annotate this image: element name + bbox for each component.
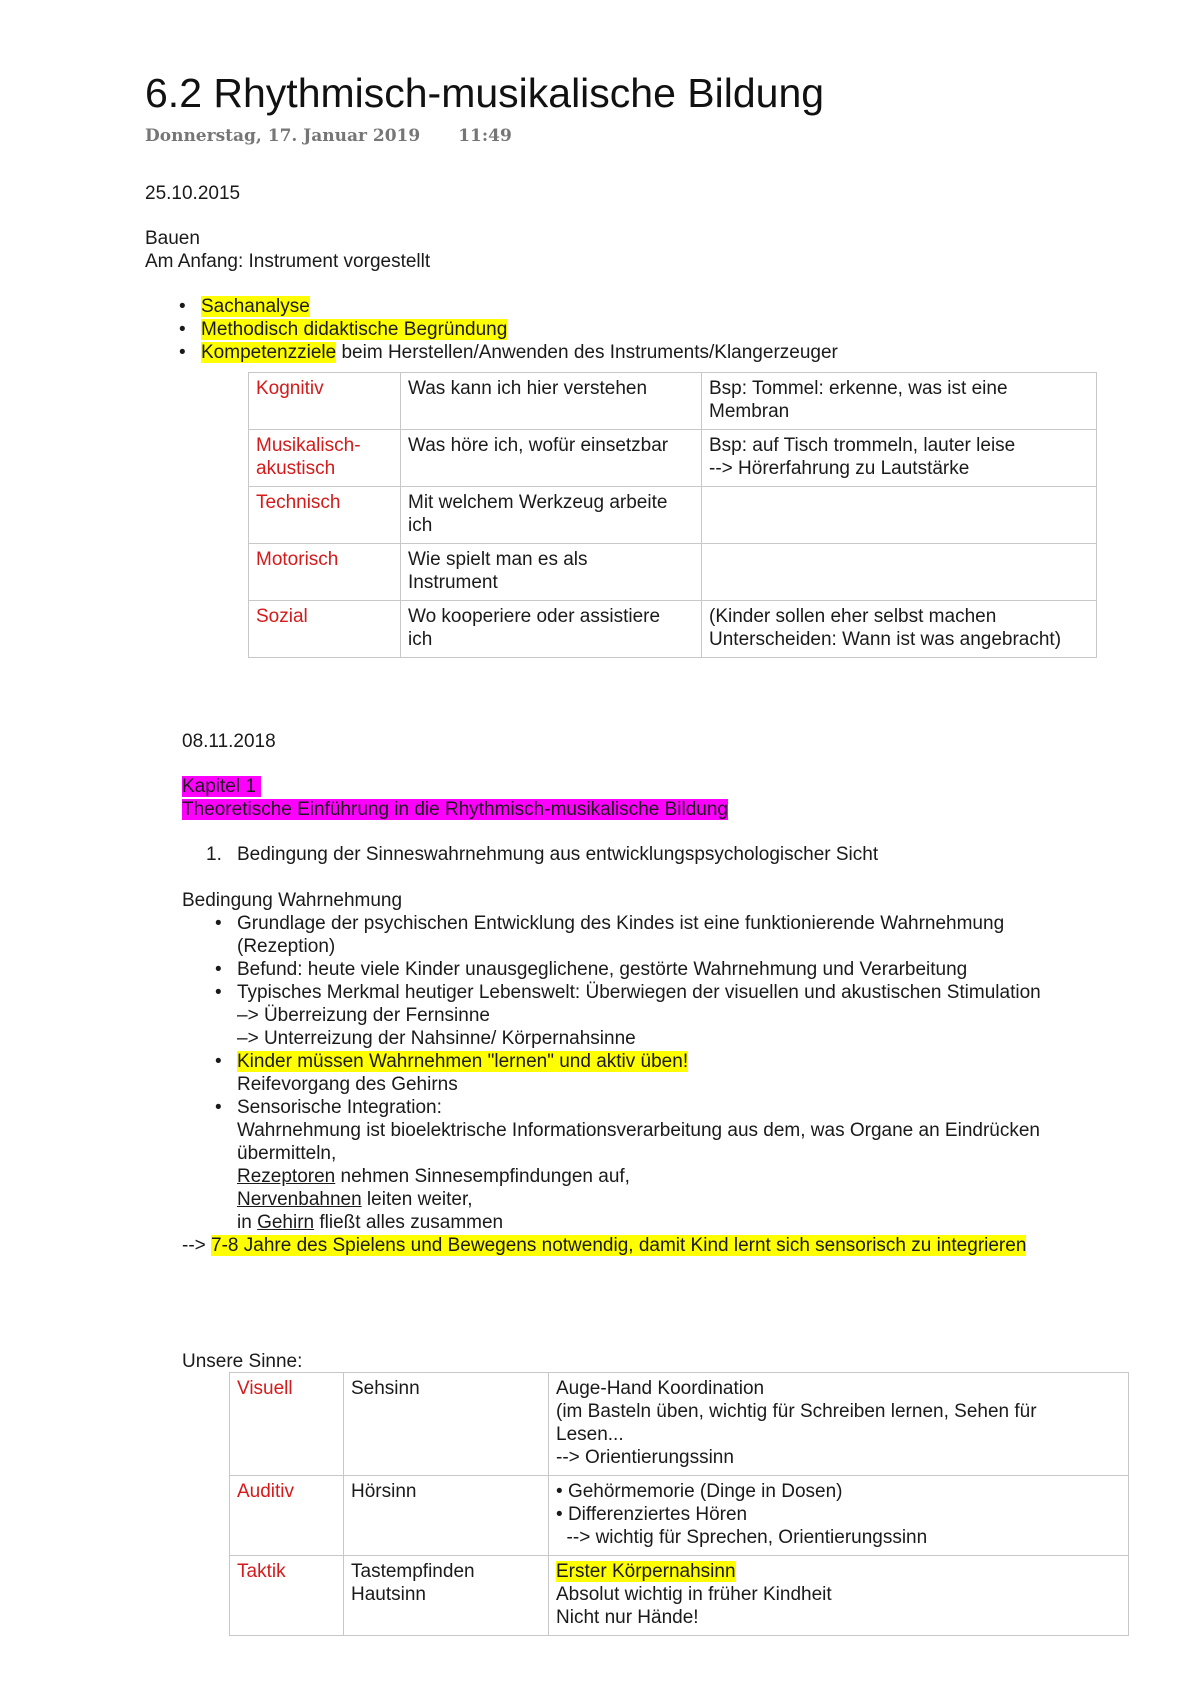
list-item-text: in (237, 1212, 258, 1233)
list-item-text: –> Unterreizung der Nahsinne/ Körpernahsinne (237, 1028, 636, 1049)
cell-text: Unterscheiden: Wann ist was angebracht) (709, 629, 1062, 650)
cell-text: Wie spielt man es als (408, 549, 588, 570)
list-item (215, 981, 1041, 1050)
list-item-text: beim Herstellen/Anwenden des Instruments/Klangerzeuger (336, 342, 838, 363)
conclusion-arrow: --> (182, 1235, 212, 1256)
section2-date: 08.11.2018 (182, 731, 276, 752)
table-cell (401, 487, 702, 544)
table-row (230, 1556, 1129, 1636)
list-item (179, 318, 838, 341)
table-cell (344, 1373, 549, 1476)
cell-text: Instrument (408, 572, 498, 593)
table-row (249, 373, 1097, 430)
numbered-item-number: 1. (206, 844, 222, 865)
bullet-icon: • (215, 982, 222, 1003)
highlighted-text: Erster Körpernahsinn (556, 1561, 736, 1582)
table-cell (549, 1556, 1129, 1636)
meta-time: 11:49 (458, 126, 512, 146)
table-cell-label: Motorisch (249, 544, 401, 601)
section1-line1: Bauen (145, 228, 200, 249)
cell-text: ich (408, 629, 433, 650)
table-cell-label: Taktik (230, 1556, 344, 1636)
table-cell-label (249, 430, 401, 487)
table-cell (702, 430, 1097, 487)
table-row (249, 544, 1097, 601)
conclusion-line (182, 1234, 1026, 1257)
cell-text: --> Orientierungssinn (556, 1447, 734, 1468)
cell-text: Wo kooperiere oder assistiere (408, 606, 661, 627)
table-cell (401, 544, 702, 601)
section2-heading: Bedingung Wahrnehmung (182, 890, 403, 911)
list-item-text: –> Überreizung der Fernsinne (237, 1005, 490, 1026)
cell-text: Hautsinn (351, 1584, 426, 1605)
cell-text: Differenziertes Hören (567, 1504, 748, 1525)
list-item-text: fließt alles zusammen (314, 1212, 504, 1233)
bullet-icon: • (556, 1481, 568, 1502)
list-item-text: Grundlage der psychischen Entwicklung des Kindes ist eine funktionierende Wahrnehmung (237, 913, 1005, 934)
section1-bullet-list (179, 295, 838, 364)
kapitel-label (182, 775, 261, 798)
cell-text: ich (408, 515, 433, 536)
table-cell (344, 1476, 549, 1556)
table-cell-label: Technisch (249, 487, 401, 544)
table-cell (401, 373, 702, 430)
list-item (179, 341, 838, 364)
underlined-term: Rezeptoren (237, 1166, 336, 1187)
cell-text: Membran (709, 401, 790, 422)
highlighted-text: Methodisch didaktische Begründung (201, 319, 508, 340)
table-row (230, 1373, 1129, 1476)
page-meta (145, 126, 512, 146)
section2-bullet-list (215, 912, 1041, 1234)
table-cell-label: Visuell (230, 1373, 344, 1476)
cell-text: (Kinder sollen eher selbst machen (709, 606, 997, 627)
table-cell-label: Sozial (249, 601, 401, 658)
list-item-text: Reifevorgang des Gehirns (237, 1074, 458, 1095)
list-item-text: Wahrnehmung ist bioelektrische Informationsverarbeitung aus dem, was Organe an Eindrücken (237, 1120, 1040, 1141)
list-item-text: nehmen Sinnesempfindungen auf, (335, 1166, 630, 1187)
table-row (249, 487, 1097, 544)
cell-text: Lesen... (556, 1424, 624, 1445)
bullet-icon: • (179, 296, 186, 317)
list-item-text: übermitteln, (237, 1143, 337, 1164)
bullet-icon: • (215, 1097, 222, 1118)
cell-text: Absolut wichtig in früher Kindheit (556, 1584, 832, 1605)
kompetenz-table (248, 372, 1097, 658)
cell-text: Was kann ich hier verstehen (408, 378, 648, 399)
cell-text: Bsp: auf Tisch trommeln, lauter leise (709, 435, 1016, 456)
cell-text: (im Basteln üben, wichtig für Schreiben lernen, Sehen für (556, 1401, 1037, 1422)
list-item-text: (Rezeption) (237, 936, 336, 957)
table-row (249, 601, 1097, 658)
cell-text: Tastempfinden (351, 1561, 475, 1582)
kapitel-text: Kapitel 1 (182, 776, 256, 797)
cell-text: Nicht nur Hände! (556, 1607, 699, 1628)
kapitel-title-text: Theoretische Einführung in die Rhythmisch-musikalische Bildung (182, 799, 728, 820)
cell-text: Bsp: Tommel: erkenne, was ist eine (709, 378, 1008, 399)
table-cell (702, 544, 1097, 601)
list-item (215, 958, 1041, 981)
cell-label-text: Musikalisch- akustisch (256, 435, 361, 479)
cell-text: --> Hörerfahrung zu Lautstärke (709, 458, 970, 479)
underlined-term: Nervenbahnen (237, 1189, 362, 1210)
highlighted-text: Kinder müssen Wahrnehmen "lernen" und aktiv üben! (237, 1051, 689, 1072)
table-cell (702, 373, 1097, 430)
list-item-text: leiten weiter, (361, 1189, 473, 1210)
table-cell (549, 1373, 1129, 1476)
table-cell (401, 601, 702, 658)
cell-text: Mit welchem Werkzeug arbeite (408, 492, 668, 513)
cell-text: Sehsinn (351, 1378, 420, 1399)
cell-text: Hörsinn (351, 1481, 417, 1502)
sinne-heading: Unsere Sinne: (182, 1351, 303, 1372)
cell-text: Was höre ich, wofür einsetzbar (408, 435, 669, 456)
table-cell (344, 1556, 549, 1636)
sinne-table (229, 1372, 1129, 1636)
section1-date: 25.10.2015 (145, 183, 241, 204)
bullet-icon: • (215, 913, 222, 934)
bullet-icon: • (179, 342, 186, 363)
list-item (215, 1096, 1041, 1234)
list-item (215, 1050, 1041, 1096)
bullet-icon: • (215, 959, 222, 980)
highlighted-text: Sachanalyse (201, 296, 310, 317)
list-item-text: Sensorische Integration: (237, 1097, 442, 1118)
list-item (179, 295, 838, 318)
numbered-item: Bedingung der Sinneswahrnehmung aus entwicklungspsychologischer Sicht (237, 844, 879, 865)
table-cell-label: Kognitiv (249, 373, 401, 430)
cell-text: Gehörmemorie (Dinge in Dosen) (567, 1481, 843, 1502)
list-item (556, 1503, 1121, 1526)
table-cell (702, 487, 1097, 544)
highlighted-text: 7-8 Jahre des Spielens und Bewegens notwendig, damit Kind lernt sich sensorisch zu integrieren (211, 1235, 1027, 1256)
highlighted-text: Kompetenzziele (201, 342, 337, 363)
table-cell-label: Auditiv (230, 1476, 344, 1556)
bullet-icon: • (556, 1504, 568, 1525)
bullet-icon: • (215, 1051, 222, 1072)
list-item-text: Typisches Merkmal heutiger Lebenswelt: Überwiegen der visuellen und akustischen Stimulation (237, 982, 1041, 1003)
cell-text: --> wichtig für Sprechen, Orientierungssinn (556, 1527, 928, 1548)
kapitel-title (182, 798, 728, 821)
page-title: 6.2 Rhythmisch-musikalische Bildung (145, 70, 825, 116)
underlined-term: Gehirn (257, 1212, 315, 1233)
table-cell (702, 601, 1097, 658)
cell-text: Auge-Hand Koordination (556, 1378, 765, 1399)
table-row (230, 1476, 1129, 1556)
table-row (249, 430, 1097, 487)
section1-line2: Am Anfang: Instrument vorgestellt (145, 251, 431, 272)
list-item-text: Befund: heute viele Kinder unausgeglichene, gestörte Wahrnehmung und Verarbeitung (237, 959, 968, 980)
bullet-icon: • (179, 319, 186, 340)
list-item (215, 912, 1041, 958)
table-cell (401, 430, 702, 487)
table-cell (549, 1476, 1129, 1556)
list-item (556, 1480, 1121, 1503)
meta-date: Donnerstag, 17. Januar 2019 (145, 126, 421, 146)
